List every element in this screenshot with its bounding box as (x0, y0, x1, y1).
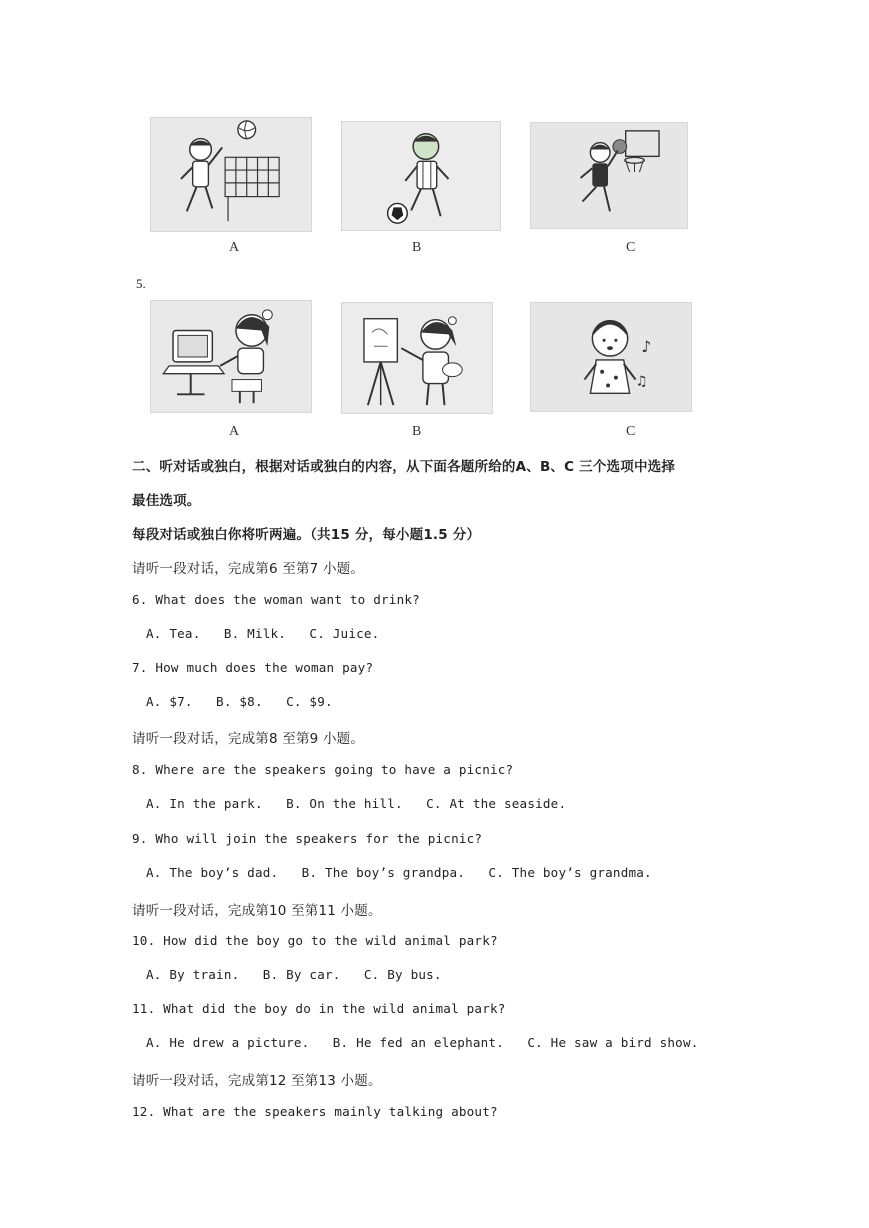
question-line: 7. How much does the woman pay? (132, 660, 374, 675)
options-line: A. $7. B. $8. C. $9. (146, 694, 333, 709)
instruction-line: 请听一段对话，完成第12 至第13 小题。 (132, 1073, 382, 1089)
instruction-line: 请听一段对话，完成第8 至第9 小题。 (132, 731, 365, 747)
options-line: A. Tea. B. Milk. C. Juice. (146, 626, 380, 641)
question-line: 10. How did the boy go to the wild animal park? (132, 933, 498, 948)
question-line: 8. Where are the speakers going to have a picnic? (132, 762, 514, 777)
question-line: 9. Who will join the speakers for the picnic? (132, 831, 483, 846)
option-letter: B (412, 240, 422, 255)
options-line: A. In the park. B. On the hill. C. At the seaside. (146, 796, 567, 811)
instruction-line: 请听一段对话，完成第6 至第7 小题。 (132, 561, 365, 577)
option-letter: C (626, 240, 636, 255)
option-letter: B (412, 424, 422, 439)
options-line: A. He drew a picture. B. He fed an elephant. C. He saw a bird show. (146, 1035, 699, 1050)
instruction-line: 请听一段对话，完成第10 至第11 小题。 (132, 903, 382, 919)
question-line: 11. What did the boy do in the wild animal park? (132, 1001, 506, 1016)
singing-girl-picture (530, 302, 692, 412)
basketball-boy-picture (530, 122, 688, 229)
options-line: A. By train. B. By car. C. By bus. (146, 967, 442, 982)
soccer-boy-picture (341, 121, 501, 231)
computer-girl-picture (150, 300, 312, 413)
volleyball-boy-picture (150, 117, 312, 232)
question-line: 6. What does the woman want to drink? (132, 592, 420, 607)
section-heading-cont: 最佳选项。 (132, 493, 201, 509)
svg-text:♫: ♫ (635, 373, 648, 390)
svg-text:♪: ♪ (641, 337, 652, 357)
question-line: 12. What are the speakers mainly talking about? (132, 1104, 498, 1119)
option-letter: A (229, 240, 240, 255)
option-letter: C (626, 424, 636, 439)
section-note: 每段对话或独白你将听两遍。（共15 分，每小题1.5 分） (132, 527, 481, 543)
section-heading: 二、听对话或独白，根据对话或独白的内容，从下面各题所给的A、B、C 三个选项中选择 (132, 459, 676, 475)
painting-girl-picture (341, 302, 493, 414)
question-number: 5. (136, 276, 146, 291)
option-letter: A (229, 424, 240, 439)
options-line: A. The boy’s dad. B. The boy’s grandpa. C. The boy’s grandma. (146, 865, 652, 880)
